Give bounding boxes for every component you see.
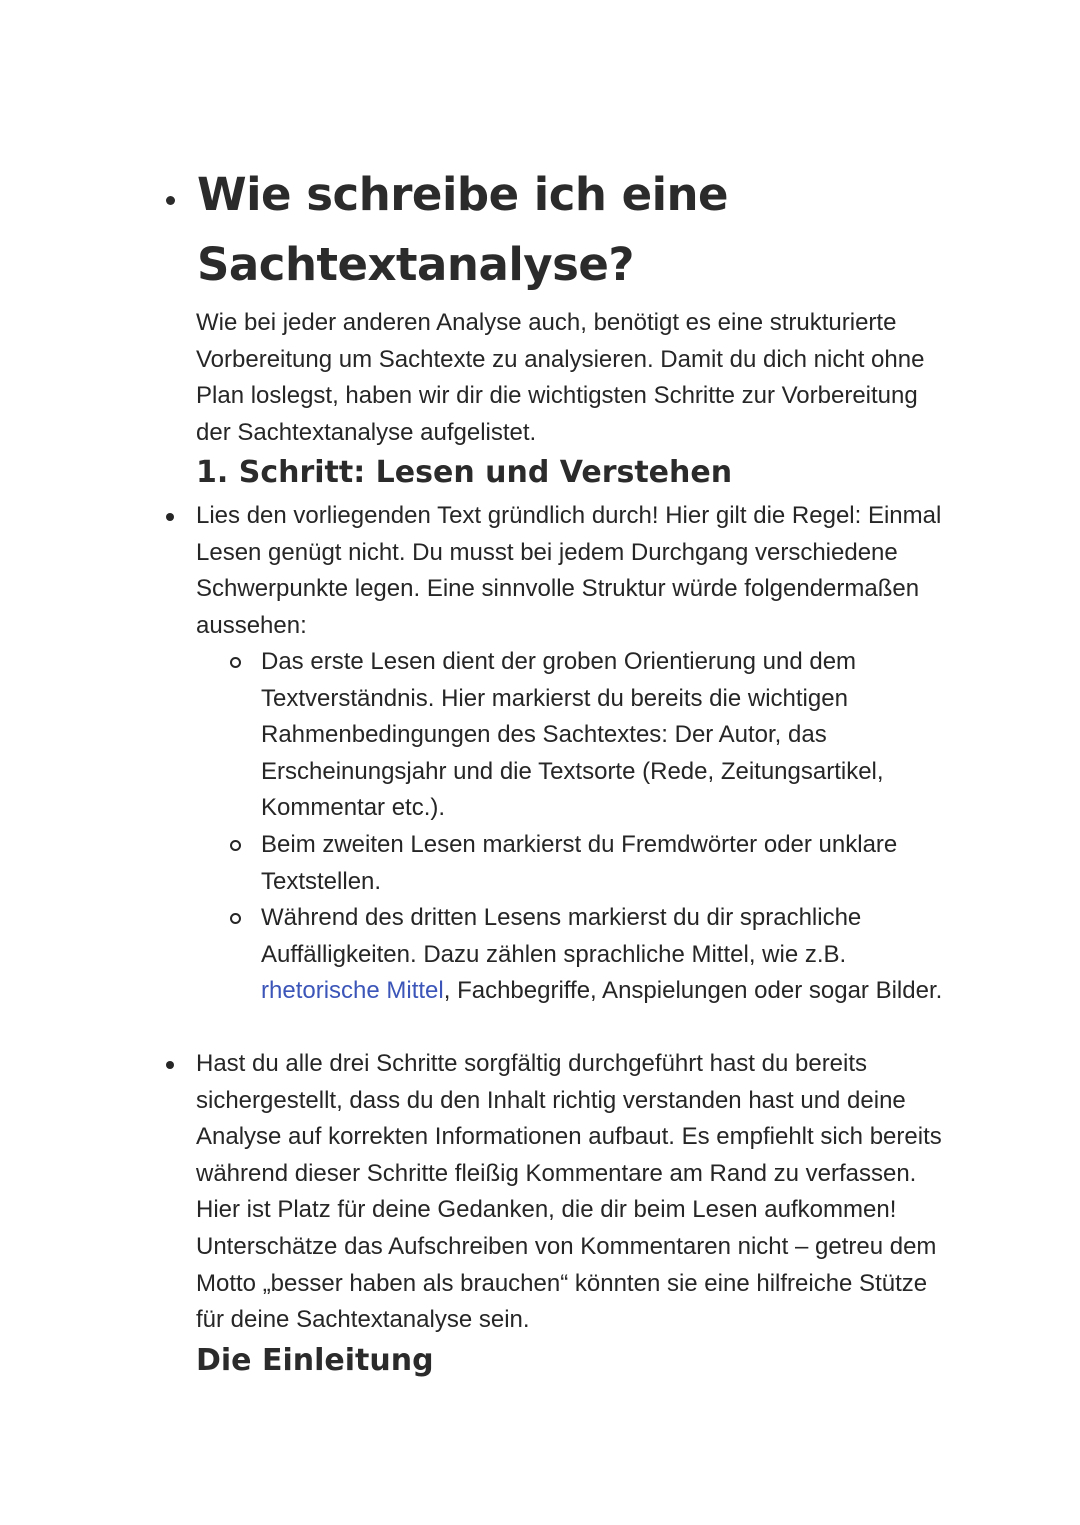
bullet-text-summary: Hast du alle drei Schritte sorgfältig durchgeführt hast du bereits sichergestellt, dass du den Inhalt richtig verstanden hast und deine Analyse auf korrekten Informationen aufbaut. Es empfiehlt sich bereits während dieser Schritte fleißig Kommentare am Rand zu verfassen. Hier ist Platz für deine Gedanken, die dir beim Lesen aufkommen! Unterschätze das Aufschreiben von Kommentaren nicht – getreu dem Motto „besser haben als brauchen“ könnten sie eine hilfreiche Stütze für deine Sachtextanalyse sein. [196,1050,942,1334]
sub-bullet-third-reading [261,900,951,1010]
intro-paragraph: Wie bei jeder anderen Analyse auch, benötigt es eine strukturierte Vorbereitung um Sachtexte zu analysieren. Damit du dich nicht ohne Plan loslegst, haben wir dir die wichtigsten Schritte zur Vorbereitung der Sachtextanalyse aufgelistet. [196,309,925,446]
sub-bullet-circle [230,913,241,924]
sub-bullet-circle [230,657,241,668]
sub-bullet-second-reading: Beim zweiten Lesen markierst du Fremdwörter oder unklare Textstellen. [261,831,898,895]
title-bullet [166,196,175,205]
sub-bullet-first-reading: Das erste Lesen dient der groben Orientierung und dem Textverständnis. Hier markierst du bereits die wichtigen Rahmenbedingungen des Sachtextes: Der Autor, das Erscheinungsjahr und die Textsorte (Rede, Zeitungsartikel, Kommentar etc.). [261,648,884,822]
sub3-text-after: , Fachbegriffe, Anspielungen oder sogar Bilder. [443,977,943,1005]
bullet-text-reading: Lies den vorliegenden Text gründlich durch! Hier gilt die Regel: Einmal Lesen genügt nicht. Du musst bei jedem Durchgang verschiedene Schwerpunkte legen. Eine sinnvolle Struktur würde folgendermaßen aussehen: [196,502,942,639]
sub3-text-before: Während des dritten Lesens markierst du dir sprachliche Auffälligkeiten. Dazu zählen sprachliche Mittel, wie z.B. [261,904,862,968]
page-title: Wie schreibe ich eine Sachtextanalyse? [197,168,729,291]
bullet-point [166,1061,174,1069]
sub-bullet-circle [230,840,241,851]
rhetorische-mittel-link[interactable]: rhetorische Mittel [261,977,444,1005]
step1-heading: 1. Schritt: Lesen und Verstehen [196,455,733,490]
einleitung-heading: Die Einleitung [196,1343,434,1378]
bullet-point [166,513,174,521]
